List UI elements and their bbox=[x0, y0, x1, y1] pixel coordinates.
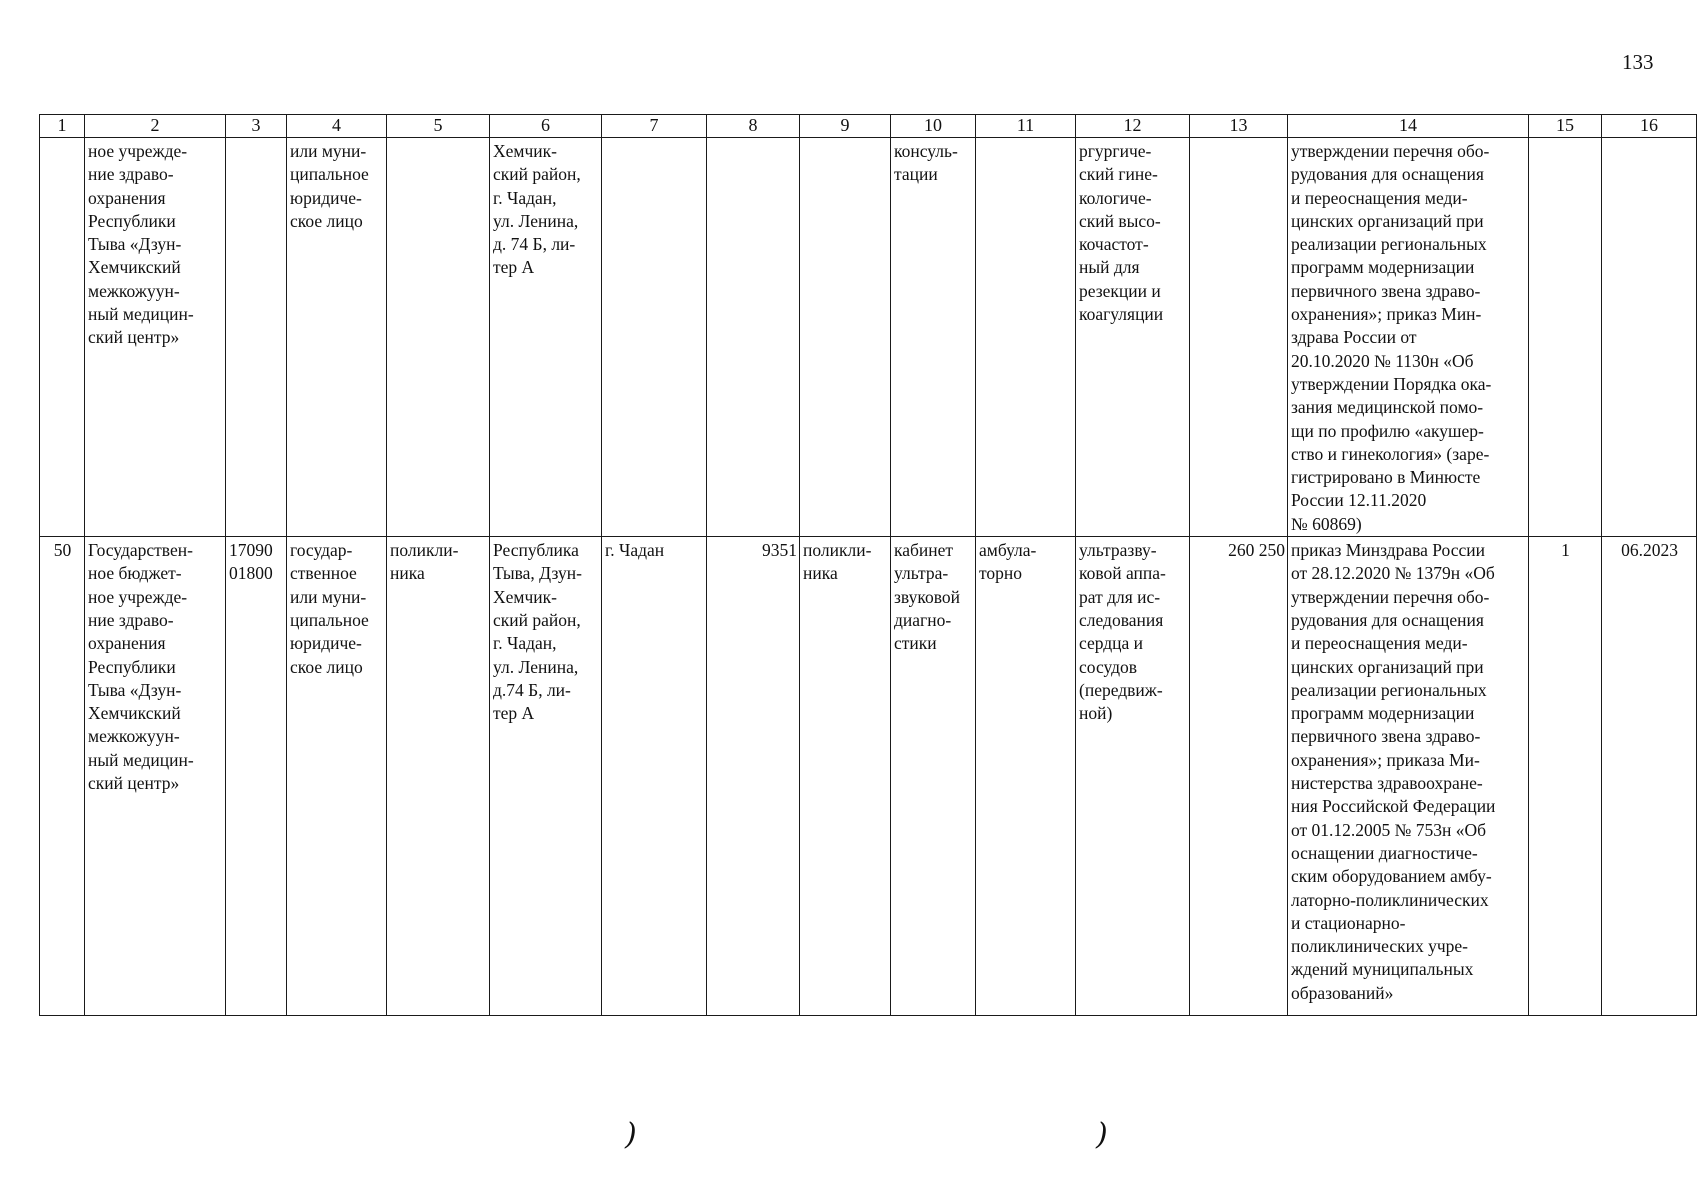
equipment-cell: ультразву- ковой аппа- рат для ис- следования сердца и сосудов (передвиж- ной) bbox=[1076, 537, 1190, 1016]
care-conditions-cell bbox=[976, 138, 1076, 537]
address-cell: Республика Тыва, Дзун- Хемчик- ский район, г. Чадан, ул. Ленина, д.74 Б, ли- тер А bbox=[490, 537, 602, 1016]
legal-form-cell: или муни- ципальное юридиче- ское лицо bbox=[287, 138, 387, 537]
scan-mark-left: ) bbox=[625, 1117, 637, 1152]
code-cell bbox=[226, 138, 287, 537]
deadline-cell: 06.2023 bbox=[1602, 537, 1697, 1016]
legal-form-cell: государ- ственное или муни- ципальное юридиче- ское лицо bbox=[287, 537, 387, 1016]
institution-name-cell: ное учрежде- ние здраво- охранения Республики Тыва «Дзун- Хемчикский межкожуун- ный медицин- ский центр» bbox=[85, 138, 226, 537]
page-number: 133 bbox=[1622, 50, 1654, 74]
column-header: 5 bbox=[387, 115, 490, 138]
column-header: 6 bbox=[490, 115, 602, 138]
column-header: 14 bbox=[1288, 115, 1529, 138]
table-row bbox=[40, 537, 1697, 1016]
deadline-cell bbox=[1602, 138, 1697, 537]
facility-type-cell bbox=[387, 138, 490, 537]
facility-type-cell: поликли- ника bbox=[387, 537, 490, 1016]
institution-name-cell: Государствен- ное бюджет- ное учрежде- ние здраво- охранения Республики Тыва «Дзун- Хемчикский межкожуун- ный медицин- ский центр» bbox=[85, 537, 226, 1016]
column-header: 16 bbox=[1602, 115, 1697, 138]
population-cell: 9351 bbox=[707, 537, 800, 1016]
locality-cell bbox=[602, 138, 707, 537]
row-number-cell bbox=[40, 138, 85, 537]
department-cell: консуль- тации bbox=[891, 138, 976, 537]
unit-type-cell: поликли- ника bbox=[800, 537, 891, 1016]
legal-basis-cell: утверждении перечня обо- рудования для оснащения и переоснащения меди- цинских организаций при реализации региональных программ модернизации первичного звена здраво- охранения»; приказ Мин- здрава России от 20.10.2020 № 1130н «Об утверждении Порядка ока- зания медицинской помо- щи по профилю «акушер- ство и гинекология» (заре- гистрировано в Минюсте России 12.11.2020 № 60869) bbox=[1288, 138, 1529, 537]
column-header: 7 bbox=[602, 115, 707, 138]
cost-cell: 260 250 bbox=[1190, 537, 1288, 1016]
department-cell: кабинет ультра- звуковой диагно- стики bbox=[891, 537, 976, 1016]
cost-cell bbox=[1190, 138, 1288, 537]
care-conditions-cell: амбула- торно bbox=[976, 537, 1076, 1016]
column-header: 2 bbox=[85, 115, 226, 138]
population-cell bbox=[707, 138, 800, 537]
table-row bbox=[40, 138, 1697, 537]
column-header: 15 bbox=[1529, 115, 1602, 138]
unit-type-cell bbox=[800, 138, 891, 537]
column-header: 11 bbox=[976, 115, 1076, 138]
address-cell: Хемчик- ский район, г. Чадан, ул. Ленина, д. 74 Б, ли- тер А bbox=[490, 138, 602, 537]
quantity-cell bbox=[1529, 138, 1602, 537]
column-header: 3 bbox=[226, 115, 287, 138]
registry-table bbox=[39, 114, 1697, 1016]
quantity-cell: 1 bbox=[1529, 537, 1602, 1016]
column-header: 1 bbox=[40, 115, 85, 138]
column-header: 9 bbox=[800, 115, 891, 138]
code-cell: 17090 01800 bbox=[226, 537, 287, 1016]
scan-mark-right: ) bbox=[1096, 1117, 1108, 1152]
column-header: 12 bbox=[1076, 115, 1190, 138]
locality-cell: г. Чадан bbox=[602, 537, 707, 1016]
equipment-cell: ргургиче- ский гине- кологиче- ский высо- кочастот- ный для резекции и коагуляции bbox=[1076, 138, 1190, 537]
column-header: 8 bbox=[707, 115, 800, 138]
legal-basis-cell: приказ Минздрава России от 28.12.2020 № 1379н «Об утверждении перечня обо- рудования для оснащения и переоснащения меди- цинских организаций при реализации региональных программ модернизации первичного звена здраво- охранения»; приказа Ми- нистерства здравоохране- ния Российской Федерации от 01.12.2005 № 753н «Об оснащении диагностиче- ским оборудованием амбу- латорно-поликлинических и стационарно- поликлинических учре- ждений муниципальных образований» bbox=[1288, 537, 1529, 1016]
column-number-row bbox=[40, 115, 1697, 138]
column-header: 4 bbox=[287, 115, 387, 138]
column-header: 10 bbox=[891, 115, 976, 138]
column-header: 13 bbox=[1190, 115, 1288, 138]
row-number-cell: 50 bbox=[40, 537, 85, 1016]
